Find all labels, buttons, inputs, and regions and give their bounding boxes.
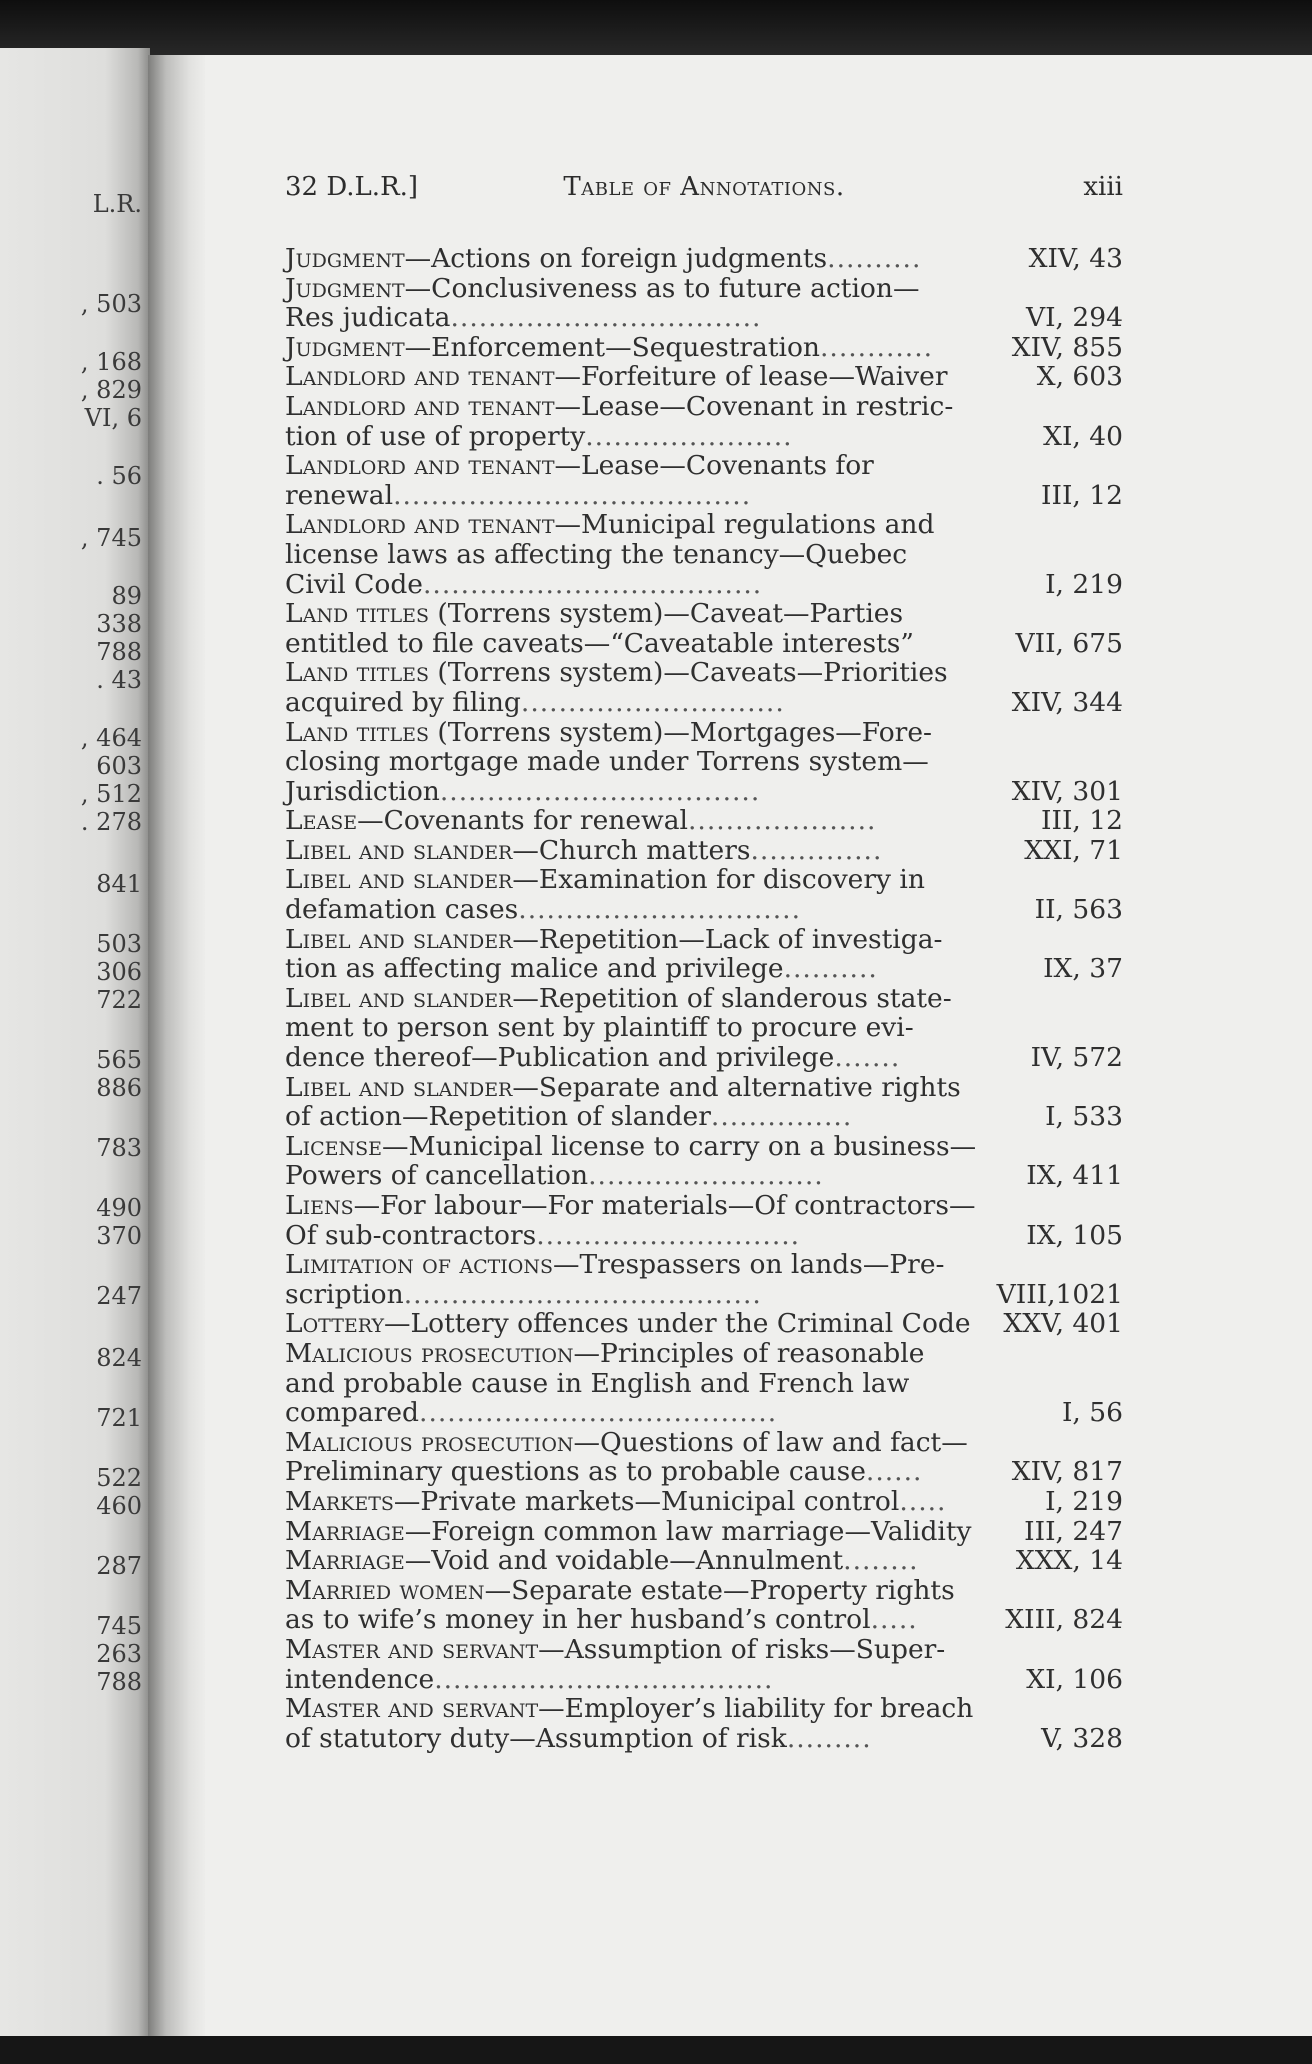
left-ref-fragment: 841 xyxy=(96,870,142,898)
dot-leader: ............ xyxy=(819,331,934,363)
dot-leader: .............................. xyxy=(518,894,801,926)
entry-text: Jurisdiction xyxy=(285,775,440,807)
entry-line xyxy=(285,1397,1123,1429)
entry-line xyxy=(285,805,1123,837)
dot-leader: ......................... xyxy=(588,1160,824,1192)
entry-line xyxy=(285,657,1123,689)
volume-page-ref: XIV, 301 xyxy=(979,777,1123,807)
left-ref-fragment: 460 xyxy=(96,1492,142,1520)
entry-line xyxy=(285,1604,1123,1636)
entry-line xyxy=(285,450,1123,482)
dot-leader: ........ xyxy=(843,1545,919,1577)
entry-term: Malicious prosecution xyxy=(285,1337,574,1369)
left-ref-fragment: 503 xyxy=(96,930,142,958)
entry-text: —Separate and alternative rights xyxy=(512,1071,961,1103)
entry-text: —Private markets—Municipal control xyxy=(393,1485,900,1517)
entry-term: Libel and slander xyxy=(285,834,513,866)
entry-line xyxy=(285,834,1123,866)
entry-line xyxy=(285,1663,1123,1695)
dot-leader: .............. xyxy=(750,834,883,866)
entry-term: Lottery xyxy=(285,1308,385,1340)
entry-line xyxy=(285,1071,1123,1103)
entry-line xyxy=(285,1545,1123,1577)
entry-text: as to wife’s money in her husband’s control xyxy=(285,1604,871,1636)
entry-text: Res judicata xyxy=(285,302,451,334)
volume-page-ref: XIV, 43 xyxy=(979,244,1123,274)
annotation-entry xyxy=(285,1517,1123,1547)
entry-line xyxy=(285,1693,1123,1725)
volume-page-ref: XIV, 817 xyxy=(979,1457,1123,1487)
volume-page-ref: III, 12 xyxy=(979,806,1123,836)
left-ref-fragment: 338 xyxy=(96,610,142,638)
volume-label: 32 D.L.R.] xyxy=(285,172,419,202)
annotation-entry xyxy=(285,362,1123,392)
entry-line xyxy=(285,1426,1123,1458)
annotations-table xyxy=(285,244,1123,1753)
entry-term: Libel and slander xyxy=(285,864,513,896)
left-ref-fragment: 89 xyxy=(111,582,142,610)
dot-leader: .................... xyxy=(687,805,877,837)
entry-text: —Repetition of slanderous state- xyxy=(512,982,952,1014)
volume-page-ref: IX, 105 xyxy=(979,1221,1123,1251)
annotation-entry xyxy=(285,1694,1123,1753)
left-ref-fragment: 788 xyxy=(96,1668,142,1696)
dot-leader: ............... xyxy=(710,1101,853,1133)
volume-page-ref: XIV, 344 xyxy=(979,688,1123,718)
entry-text: dence thereof—Publication and privilege xyxy=(285,1042,835,1074)
dot-leader: .................................... xyxy=(434,1663,774,1695)
volume-page-ref: VIII,1021 xyxy=(979,1280,1123,1310)
entry-text: entitled to file caveats—“Caveatable interests” xyxy=(285,627,914,659)
left-ref-fragment: 824 xyxy=(96,1344,142,1372)
dot-leader: ...................... xyxy=(585,420,793,452)
entry-term: Land titles xyxy=(285,716,429,748)
annotation-entry xyxy=(285,1250,1123,1309)
entry-text: scription xyxy=(285,1278,404,1310)
entry-term: Judgment xyxy=(285,331,405,363)
entry-term: Master and servant xyxy=(285,1633,539,1665)
entry-text: —Foreign common law marriage—Validity xyxy=(404,1515,972,1547)
dot-leader: ...................................... xyxy=(393,479,752,511)
annotation-entry xyxy=(285,451,1123,510)
volume-page-ref: XI, 40 xyxy=(979,422,1123,452)
entry-term: Land titles xyxy=(285,657,429,689)
entry-line xyxy=(285,1722,1123,1754)
entry-line xyxy=(285,775,1123,807)
volume-page-ref: II, 563 xyxy=(979,895,1123,925)
entry-line xyxy=(285,864,1123,896)
annotation-entry xyxy=(285,925,1123,984)
volume-page-ref: VII, 675 xyxy=(979,629,1123,659)
entry-term: Marriage xyxy=(285,1545,405,1577)
entry-text: (Torrens system)—Caveats—Priorities xyxy=(428,657,948,689)
entry-line xyxy=(285,1042,1123,1074)
volume-page-ref: IV, 572 xyxy=(979,1043,1123,1073)
entry-line xyxy=(285,982,1123,1014)
entry-line xyxy=(285,1130,1123,1162)
entry-line xyxy=(285,1278,1123,1310)
left-ref-fragment: 722 xyxy=(96,986,142,1014)
annotation-entry xyxy=(285,1546,1123,1576)
book-gutter xyxy=(148,55,208,2040)
left-ref-fragment: , 464 xyxy=(80,724,142,752)
entry-term: Land titles xyxy=(285,598,429,630)
entry-text: —Employer’s liability for breach xyxy=(538,1693,974,1725)
left-ref-fragment: VI, 6 xyxy=(84,404,142,432)
volume-page-ref: IX, 37 xyxy=(979,954,1123,984)
entry-term: Libel and slander xyxy=(285,982,513,1014)
entry-text: closing mortgage made under Torrens system— xyxy=(285,746,929,778)
entry-term: License xyxy=(285,1130,383,1162)
top-edge xyxy=(0,0,1312,60)
left-ref-fragment: , 745 xyxy=(80,524,142,552)
volume-page-ref: VI, 294 xyxy=(979,303,1123,333)
left-ref-fragment: 522 xyxy=(96,1464,142,1492)
entry-text: —Lease—Covenant in restric- xyxy=(554,390,954,422)
entry-line xyxy=(285,568,1123,600)
entry-line xyxy=(285,627,1123,659)
annotation-entry xyxy=(285,333,1123,363)
annotation-entry xyxy=(285,1132,1123,1191)
annotation-entry xyxy=(285,1339,1123,1428)
entry-line xyxy=(285,1485,1123,1517)
entry-text: acquired by filing xyxy=(285,686,521,718)
annotation-entry xyxy=(285,274,1123,333)
volume-page-ref: IX, 411 xyxy=(979,1161,1123,1191)
entry-text: —Questions of law and fact— xyxy=(573,1426,968,1458)
left-ref-fragment: 745 xyxy=(96,1612,142,1640)
entry-line xyxy=(285,1337,1123,1369)
entry-term: Judgment xyxy=(285,272,405,304)
entry-text: (Torrens system)—Caveat—Parties xyxy=(428,598,904,630)
annotation-entry xyxy=(285,599,1123,658)
dot-leader: ................................. xyxy=(450,302,762,334)
dot-leader: .......... xyxy=(827,243,922,274)
entry-line xyxy=(285,331,1123,363)
dot-leader: ...................................... xyxy=(403,1278,762,1310)
entry-line xyxy=(285,1515,1123,1547)
left-ref-fragment: 565 xyxy=(96,1046,142,1074)
entry-text: —Municipal regulations and xyxy=(554,509,935,541)
entry-text: —Trespassers on lands—Pre- xyxy=(553,1249,945,1281)
entry-text: Powers of cancellation xyxy=(285,1160,589,1192)
left-ref-fragment: , 503 xyxy=(80,290,142,318)
volume-page-ref: XI, 106 xyxy=(979,1665,1123,1695)
entry-text: —Separate estate—Property rights xyxy=(484,1574,955,1606)
left-ref-fragment: . 43 xyxy=(96,666,142,694)
entry-text: —Actions on foreign judgments xyxy=(404,243,828,274)
entry-text: —Repetition—Lack of investiga- xyxy=(512,923,943,955)
volume-page-ref: XIV, 855 xyxy=(979,333,1123,363)
entry-text: —Principles of reasonable xyxy=(573,1337,925,1369)
left-ref-fragment: 370 xyxy=(96,1222,142,1250)
annotation-entry xyxy=(285,1576,1123,1635)
annotation-entry xyxy=(285,1635,1123,1694)
annotation-entry xyxy=(285,1309,1123,1339)
dot-leader: ...................................... xyxy=(419,1397,778,1429)
entry-line xyxy=(285,598,1123,630)
entry-text: (Torrens system)—Mortgages—Fore- xyxy=(428,716,932,748)
annotation-entry xyxy=(285,1073,1123,1132)
entry-term: Married women xyxy=(285,1574,485,1606)
left-header-fragment: L.R. xyxy=(92,190,142,218)
left-ref-fragment: 886 xyxy=(96,1074,142,1102)
entry-line xyxy=(285,1633,1123,1665)
entry-line xyxy=(285,1574,1123,1606)
entry-line xyxy=(285,272,1123,304)
entry-text: defamation cases xyxy=(285,894,519,926)
entry-line xyxy=(285,1219,1123,1251)
dot-leader: ..... xyxy=(899,1485,947,1517)
entry-line xyxy=(285,302,1123,334)
left-page-fragment xyxy=(0,48,150,2038)
entry-term: Master and servant xyxy=(285,1693,539,1725)
bottom-edge xyxy=(0,2036,1312,2064)
annotation-entry xyxy=(285,1428,1123,1487)
annotation-entry xyxy=(285,1487,1123,1517)
entry-text: of statutory duty—Assumption of risk xyxy=(285,1722,787,1754)
dot-leader: ..... xyxy=(870,1604,918,1636)
volume-page-ref: XXV, 401 xyxy=(979,1309,1123,1339)
entry-text: —Enforcement—Sequestration xyxy=(404,331,820,363)
left-ref-fragment: . 56 xyxy=(96,462,142,490)
dot-leader: ...... xyxy=(865,1456,923,1488)
entry-line xyxy=(285,1012,1123,1044)
volume-page-ref: V, 328 xyxy=(979,1724,1123,1754)
entry-line xyxy=(285,1367,1123,1399)
entry-text: tion of use of property xyxy=(285,420,586,452)
entry-term: Liens xyxy=(285,1190,354,1221)
entry-text: license laws as affecting the tenancy—Quebec xyxy=(285,538,908,570)
entry-text: —Void and voidable—Annulment xyxy=(404,1545,844,1577)
entry-line xyxy=(285,509,1123,541)
entry-line xyxy=(285,923,1123,955)
entry-line xyxy=(285,1160,1123,1192)
entry-text: —Church matters xyxy=(512,834,751,866)
entry-term: Landlord and tenant xyxy=(285,390,555,422)
volume-page-ref: I, 533 xyxy=(979,1102,1123,1132)
entry-line xyxy=(285,1101,1123,1133)
entry-text: Civil Code xyxy=(285,568,423,600)
left-ref-fragment: 788 xyxy=(96,638,142,666)
entry-line xyxy=(285,953,1123,985)
entry-line xyxy=(285,716,1123,748)
volume-page-ref: III, 12 xyxy=(979,481,1123,511)
entry-line xyxy=(285,1249,1123,1281)
entry-line xyxy=(285,243,1123,274)
left-ref-fragment: , 829 xyxy=(80,376,142,404)
entry-term: Markets xyxy=(285,1485,394,1517)
entry-line xyxy=(285,746,1123,778)
entry-line xyxy=(285,894,1123,926)
entry-text: —For labour—For materials—Of contractors— xyxy=(353,1190,976,1221)
volume-page-ref: I, 219 xyxy=(979,1487,1123,1517)
entry-text: —Lottery offences under the Criminal Code xyxy=(384,1308,971,1340)
entry-term: Judgment xyxy=(285,243,405,274)
annotation-entry xyxy=(285,718,1123,807)
volume-page-ref: XXI, 71 xyxy=(979,836,1123,866)
dot-leader: ....... xyxy=(834,1042,901,1074)
entry-text: Preliminary questions as to probable cause xyxy=(285,1456,866,1488)
left-ref-fragment: 721 xyxy=(96,1404,142,1432)
volume-page-ref: III, 247 xyxy=(979,1517,1123,1547)
dot-leader: .................................. xyxy=(439,775,761,807)
entry-term: Landlord and tenant xyxy=(285,361,555,393)
entry-line xyxy=(285,361,1123,393)
entry-text: —Lease—Covenants for xyxy=(554,450,874,482)
entry-term: Landlord and tenant xyxy=(285,509,555,541)
dot-leader: .......... xyxy=(783,953,878,985)
volume-page-ref: X, 603 xyxy=(979,362,1123,392)
left-ref-fragment: 247 xyxy=(96,1282,142,1310)
entry-term: Malicious prosecution xyxy=(285,1426,574,1458)
entry-text: tion as affecting malice and privilege xyxy=(285,953,784,985)
entry-text: —Conclusiveness as to future action— xyxy=(404,272,920,304)
entry-term: Marriage xyxy=(285,1515,405,1547)
running-header xyxy=(285,172,1123,208)
left-ref-fragment: 263 xyxy=(96,1640,142,1668)
entry-text: intendence xyxy=(285,1663,435,1695)
volume-page-ref: I, 219 xyxy=(979,570,1123,600)
entry-line xyxy=(285,1190,1123,1221)
entry-text: —Municipal license to carry on a business— xyxy=(382,1130,977,1162)
page-title: Table of Annotations. xyxy=(563,172,845,202)
entry-text: —Covenants for renewal xyxy=(357,805,688,837)
left-ref-fragment: 603 xyxy=(96,752,142,780)
dot-leader: .................................... xyxy=(422,568,763,600)
left-ref-fragment: 490 xyxy=(96,1194,142,1222)
entry-term: Lease xyxy=(285,805,358,837)
entry-line xyxy=(285,390,1123,422)
annotation-entry xyxy=(285,806,1123,836)
annotation-entry xyxy=(285,984,1123,1073)
annotation-entry xyxy=(285,244,1123,274)
left-ref-fragment: . 278 xyxy=(80,808,142,836)
dot-leader: ............................ xyxy=(520,686,785,718)
entry-line xyxy=(285,1308,1123,1340)
dot-leader: ......... xyxy=(786,1722,872,1754)
left-ref-fragment: , 168 xyxy=(80,348,142,376)
annotation-entry xyxy=(285,510,1123,599)
annotation-entry xyxy=(285,392,1123,451)
left-ref-fragment: 287 xyxy=(96,1552,142,1580)
entry-term: Libel and slander xyxy=(285,923,513,955)
entry-text: compared xyxy=(285,1397,420,1429)
entry-text: —Assumption of risks—Super- xyxy=(538,1633,946,1665)
entry-line xyxy=(285,420,1123,452)
entry-text: ment to person sent by plaintiff to procure evi- xyxy=(285,1012,914,1044)
left-ref-fragment: , 512 xyxy=(80,780,142,808)
entry-term: Libel and slander xyxy=(285,1071,513,1103)
dot-leader: ............................ xyxy=(536,1219,801,1251)
entry-line xyxy=(285,538,1123,570)
entry-line xyxy=(285,686,1123,718)
left-ref-fragment: 783 xyxy=(96,1134,142,1162)
entry-text: Of sub-contractors xyxy=(285,1219,537,1251)
entry-line xyxy=(285,479,1123,511)
annotation-entry xyxy=(285,1191,1123,1250)
volume-page-ref: I, 56 xyxy=(979,1398,1123,1428)
entry-text: of action—Repetition of slander xyxy=(285,1101,711,1133)
entry-line xyxy=(285,1456,1123,1488)
entry-term: Limitation of actions xyxy=(285,1249,554,1281)
annotation-entry xyxy=(285,865,1123,924)
entry-text: —Examination for discovery in xyxy=(512,864,925,896)
annotation-entry xyxy=(285,836,1123,866)
entry-text: renewal xyxy=(285,479,394,511)
page-number: xiii xyxy=(1083,172,1123,202)
volume-page-ref: XIII, 824 xyxy=(979,1605,1123,1635)
annotation-entry xyxy=(285,658,1123,717)
entry-text: and probable cause in English and French law xyxy=(285,1367,910,1399)
entry-term: Landlord and tenant xyxy=(285,450,555,482)
left-ref-fragment: 306 xyxy=(96,958,142,986)
volume-page-ref: XXX, 14 xyxy=(979,1546,1123,1576)
entry-text: —Forfeiture of lease—Waiver xyxy=(554,361,948,393)
